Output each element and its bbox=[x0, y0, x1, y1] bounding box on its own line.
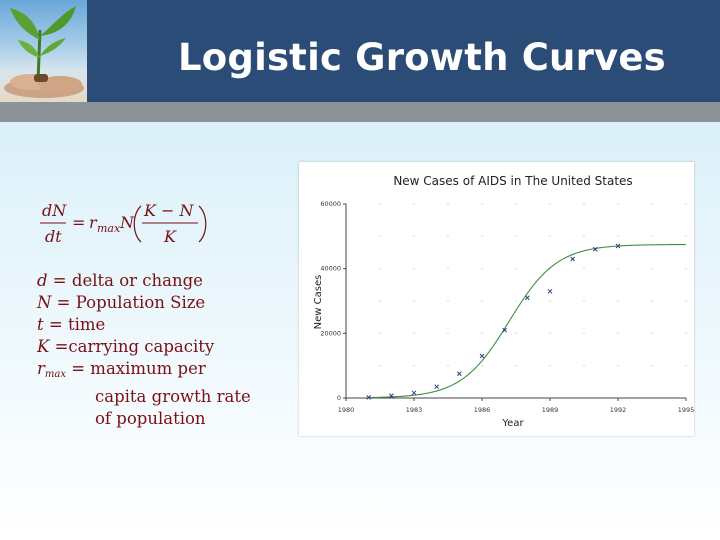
y-tick-label: 20000 bbox=[320, 329, 341, 338]
formula-r: r bbox=[89, 213, 97, 232]
grid-dot bbox=[481, 203, 482, 204]
grid-dot bbox=[413, 300, 414, 301]
data-point bbox=[548, 289, 552, 293]
grid-dot bbox=[481, 268, 482, 269]
x-tick-label: 1989 bbox=[541, 406, 559, 414]
grid-dot bbox=[515, 203, 516, 204]
y-tick-label: 60000 bbox=[320, 200, 341, 208]
grid-dot bbox=[549, 333, 550, 334]
chart-grid bbox=[345, 203, 686, 366]
chart-axes bbox=[343, 204, 686, 401]
grid-dot bbox=[685, 236, 686, 237]
grid-dot bbox=[651, 365, 652, 366]
data-point bbox=[571, 257, 575, 261]
grid-dot bbox=[481, 236, 482, 237]
definition-r-max-continued: capita growth rate bbox=[95, 387, 251, 406]
grid-dot bbox=[685, 300, 686, 301]
x-tick-label: 1992 bbox=[609, 406, 627, 414]
grid-dot bbox=[515, 333, 516, 334]
y-axis-label: New Cases bbox=[313, 274, 324, 330]
grid-dot bbox=[549, 236, 550, 237]
grid-dot bbox=[379, 203, 380, 204]
grid-dot bbox=[583, 333, 584, 334]
grid-dot bbox=[549, 365, 550, 366]
grid-dot bbox=[481, 365, 482, 366]
formula-n: N bbox=[120, 213, 134, 232]
grid-dot bbox=[515, 236, 516, 237]
data-point bbox=[593, 247, 597, 251]
grid-dot bbox=[447, 365, 448, 366]
data-point bbox=[480, 354, 484, 358]
x-tick-label: 1995 bbox=[677, 406, 694, 414]
grid-dot bbox=[583, 236, 584, 237]
grid-dot bbox=[617, 268, 618, 269]
grid-dot bbox=[617, 236, 618, 237]
grid-dot bbox=[447, 268, 448, 269]
x-axis-label: Year bbox=[502, 418, 524, 429]
grid-dot bbox=[685, 365, 686, 366]
grid-dot bbox=[413, 236, 414, 237]
chart-canvas bbox=[299, 162, 694, 436]
formula-equals: = bbox=[72, 213, 86, 232]
grid-dot bbox=[515, 268, 516, 269]
x-tick-label: 1986 bbox=[473, 406, 491, 414]
definition-r-max: $r_{max}$ = maximum per bbox=[37, 359, 206, 380]
grid-dot bbox=[685, 268, 686, 269]
grid-dot bbox=[617, 365, 618, 366]
grid-dot bbox=[481, 333, 482, 334]
chart-tick-labels bbox=[320, 200, 694, 414]
grid-dot bbox=[583, 365, 584, 366]
formula-r-subscript: max bbox=[97, 222, 121, 235]
grid-dot bbox=[549, 300, 550, 301]
logistic-fit-curve bbox=[369, 245, 686, 398]
grid-dot bbox=[413, 333, 414, 334]
formula-lhs-denominator: dt bbox=[45, 227, 62, 246]
grid-dot bbox=[413, 365, 414, 366]
grid-dot bbox=[413, 203, 414, 204]
grid-dot bbox=[379, 268, 380, 269]
grid-dot bbox=[651, 236, 652, 237]
grid-dot bbox=[583, 300, 584, 301]
grid-dot bbox=[651, 268, 652, 269]
definition-d: d = delta or change bbox=[37, 271, 203, 290]
grid-dot bbox=[651, 300, 652, 301]
grid-dot bbox=[549, 203, 550, 204]
data-point bbox=[435, 385, 439, 389]
formula-fraction-numerator: K − N bbox=[144, 201, 194, 220]
chart-title: New Cases of AIDS in The United States bbox=[393, 174, 633, 188]
x-tick-label: 1983 bbox=[405, 406, 423, 414]
grid-dot bbox=[447, 236, 448, 237]
data-point bbox=[525, 296, 529, 300]
grid-dot bbox=[685, 333, 686, 334]
definition-k: K =carrying capacity bbox=[37, 337, 215, 356]
seedling-photo bbox=[0, 0, 87, 102]
variable-definitions bbox=[37, 270, 277, 430]
grid-dot bbox=[651, 333, 652, 334]
logistic-fit-line bbox=[369, 245, 686, 398]
title-bar-stripe bbox=[0, 102, 720, 122]
grid-dot bbox=[447, 203, 448, 204]
grid-dot bbox=[583, 203, 584, 204]
grid-dot bbox=[583, 268, 584, 269]
grid-dot bbox=[617, 203, 618, 204]
slide-title: Logistic Growth Curves bbox=[178, 36, 666, 79]
grid-dot bbox=[379, 236, 380, 237]
aids-cases-chart bbox=[299, 162, 694, 436]
grid-dot bbox=[413, 268, 414, 269]
grid-dot bbox=[447, 300, 448, 301]
x-tick-label: 1980 bbox=[337, 406, 355, 414]
definition-t: t = time bbox=[37, 315, 106, 334]
grid-dot bbox=[617, 333, 618, 334]
grid-dot bbox=[379, 333, 380, 334]
data-point bbox=[412, 391, 416, 395]
formula-lhs-numerator: dN bbox=[42, 201, 67, 220]
definition-n: N = Population Size bbox=[37, 293, 206, 312]
logistic-growth-equation bbox=[40, 196, 220, 250]
grid-dot bbox=[447, 333, 448, 334]
grid-dot bbox=[379, 300, 380, 301]
data-point bbox=[457, 372, 461, 376]
grid-dot bbox=[481, 300, 482, 301]
grid-dot bbox=[685, 203, 686, 204]
definition-r-max-continued-2: of population bbox=[95, 409, 206, 428]
grid-dot bbox=[651, 203, 652, 204]
y-tick-label: 0 bbox=[336, 394, 341, 402]
grid-dot bbox=[617, 300, 618, 301]
grid-dot bbox=[379, 365, 380, 366]
grid-dot bbox=[515, 300, 516, 301]
grid-dot bbox=[515, 365, 516, 366]
y-tick-label: 40000 bbox=[320, 264, 341, 273]
formula-fraction-denominator: K bbox=[164, 227, 176, 246]
data-points bbox=[367, 244, 620, 399]
